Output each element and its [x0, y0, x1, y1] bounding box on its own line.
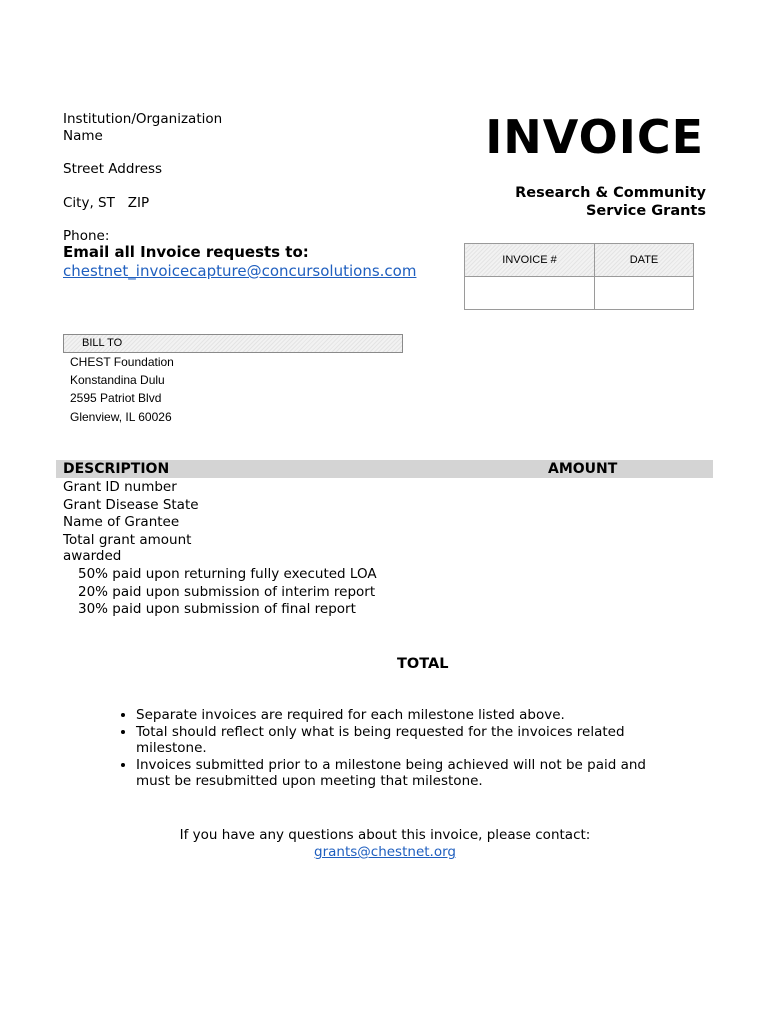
bill-to-line: Konstandina Dulu — [70, 373, 165, 388]
email-heading: Email all Invoice requests to: — [63, 243, 309, 261]
description-line: Total grant amount — [63, 531, 192, 548]
invoice-title: INVOICE — [485, 110, 704, 164]
milestone-line: 50% paid upon returning fully executed LOA — [78, 565, 377, 582]
milestone-line: 20% paid upon submission of interim report — [78, 583, 376, 600]
org-name-line2: Name — [63, 127, 103, 144]
bill-to-address — [70, 353, 174, 426]
description-line: Grant ID number — [63, 479, 177, 495]
milestone-line: 30% paid upon submission of final report — [78, 601, 356, 618]
invoice-subtitle — [515, 184, 706, 220]
subtitle-line2: Service Grants — [585, 203, 706, 219]
date-header: DATE — [595, 244, 694, 277]
email-link[interactable]: chestnet_invoicecapture@concursolutions.com — [63, 262, 417, 280]
total-label: TOTAL — [397, 656, 449, 672]
invoice-number-field[interactable] — [465, 277, 595, 310]
org-street: Street Address — [63, 161, 163, 177]
org-name-line1: Institution/Organization — [63, 111, 223, 127]
contact-block — [0, 827, 770, 861]
note-item: • Invoices submitted prior to a milestone being achieved will not be paid and must be resubmitted upon meeting that milestone. — [136, 757, 676, 790]
description-header: DESCRIPTION — [63, 461, 170, 477]
description-line: Grant Disease State — [63, 496, 199, 513]
org-phone: Phone: — [63, 228, 110, 244]
amount-header: AMOUNT — [548, 461, 618, 477]
contact-email-link[interactable]: grants@chestnet.org — [314, 844, 456, 860]
bill-to-line: 2595 Patriot Blvd — [70, 391, 162, 406]
invoice-number-date-table — [464, 243, 694, 310]
note-item: • Separate invoices are required for each milestone listed above. — [136, 707, 676, 724]
organization-block — [63, 111, 222, 245]
subtitle-line1: Research & Community — [515, 185, 706, 201]
invoice-number-header: INVOICE # — [465, 244, 595, 277]
contact-text: If you have any questions about this invoice, please contact: — [179, 827, 591, 843]
note-item: • Total should reflect only what is being requested for the invoices related milestone. — [136, 724, 676, 757]
bill-to-label: BILL TO — [82, 337, 123, 349]
bill-to-line: CHEST Foundation — [70, 355, 174, 369]
date-field[interactable] — [595, 277, 694, 310]
notes-list — [108, 707, 676, 790]
description-line: Name of Grantee — [63, 514, 180, 531]
bill-to-line: Glenview, IL 60026 — [70, 409, 172, 424]
org-city: City, ST ZIP — [63, 194, 150, 211]
description-lines — [63, 479, 377, 619]
description-line: awarded — [63, 548, 122, 565]
